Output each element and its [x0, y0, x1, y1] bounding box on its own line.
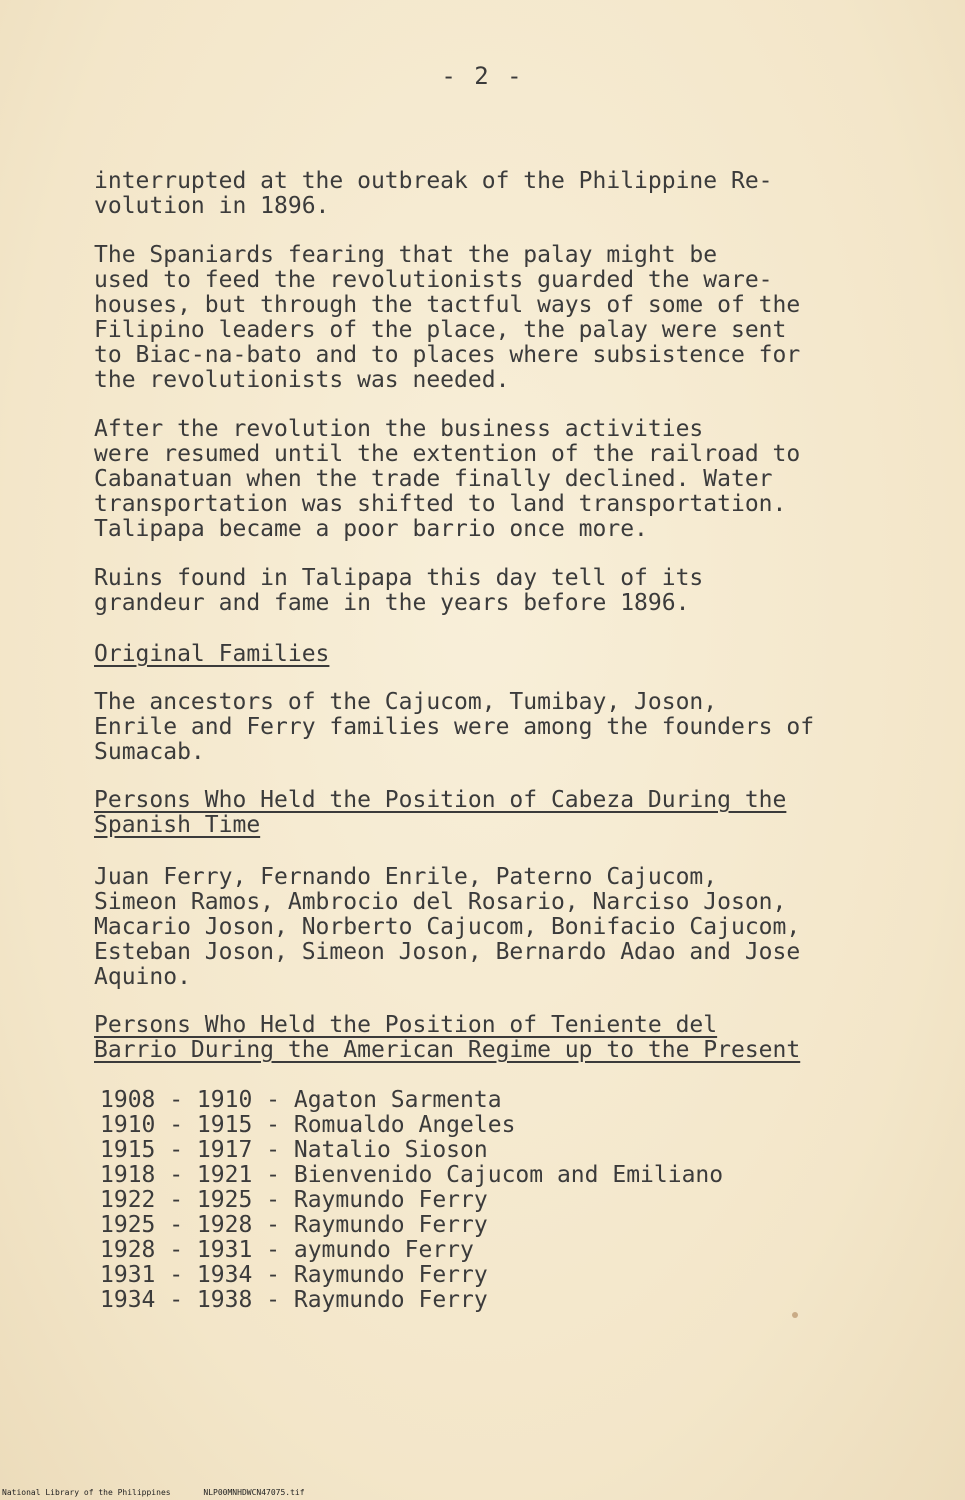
list-item: 1925 - 1928 - Raymundo Ferry — [100, 1212, 488, 1238]
list-item: 1931 - 1934 - Raymundo Ferry — [100, 1262, 488, 1288]
heading-teniente: Persons Who Held the Position of Teniente del Barrio During the American Regime up to the Present — [94, 1012, 801, 1063]
paragraph-cabeza-names: Juan Ferry, Fernando Enrile, Paterno Cajucom, Simeon Ramos, Ambrocio del Rosario, Narciso Joson, Macario Joson, Norberto Cajucom, Bonifacio Cajucom, Esteban Joson, Simeon Joson, Bernardo Adao and Jose Aquino. — [94, 864, 801, 990]
list-item: 1922 - 1925 - Raymundo Ferry — [100, 1187, 488, 1213]
paragraph-spaniards-palay: The Spaniards fearing that the palay might be used to feed the revolutionists guarded the ware- houses, but through the tactful ways of some of the Filipino leaders of the place, the palay were sent to Biac-na-bato and to places where subsistence for the revolutionists was needed. — [94, 242, 801, 393]
page-number: - 2 - — [441, 62, 524, 90]
teniente-list — [100, 1088, 860, 1313]
list-item: 1915 - 1917 - Natalio Sioson — [100, 1137, 488, 1163]
footer-filename: NLP00MNHDWCN47075.tif — [203, 1488, 305, 1497]
paragraph-ruins: Ruins found in Talipapa this day tell of its grandeur and fame in the years before 1896. — [94, 565, 704, 616]
scan-footer — [2, 1488, 333, 1497]
paragraph-after-revolution: After the revolution the business activities were resumed until the extention of the railroad to Cabanatuan when the trade finally declined. Water transportation was shifted to land transportation. Talipapa became a poor barrio once more. — [94, 416, 801, 542]
ink-smudge — [792, 1312, 798, 1318]
list-item: 1918 - 1921 - Bienvenido Cajucom and Emiliano — [100, 1162, 724, 1188]
list-item: 1908 - 1910 - Agaton Sarmenta — [100, 1087, 502, 1113]
list-item: 1910 - 1915 - Romualdo Angeles — [100, 1112, 516, 1138]
heading-cabeza: Persons Who Held the Position of Cabeza During the Spanish Time — [94, 787, 787, 838]
list-item: 1928 - 1931 - aymundo Ferry — [100, 1237, 474, 1263]
heading-original-families: Original Families — [94, 641, 330, 667]
footer-library: National Library of the Philippines — [2, 1488, 171, 1497]
list-item: 1934 - 1938 - Raymundo Ferry — [100, 1287, 488, 1313]
paragraph-original-families: The ancestors of the Cajucom, Tumibay, Joson, Enrile and Ferry families were among the founders of Sumacab. — [94, 689, 815, 765]
paragraph-revolution-interruption: interrupted at the outbreak of the Philippine Re- volution in 1896. — [94, 168, 773, 219]
